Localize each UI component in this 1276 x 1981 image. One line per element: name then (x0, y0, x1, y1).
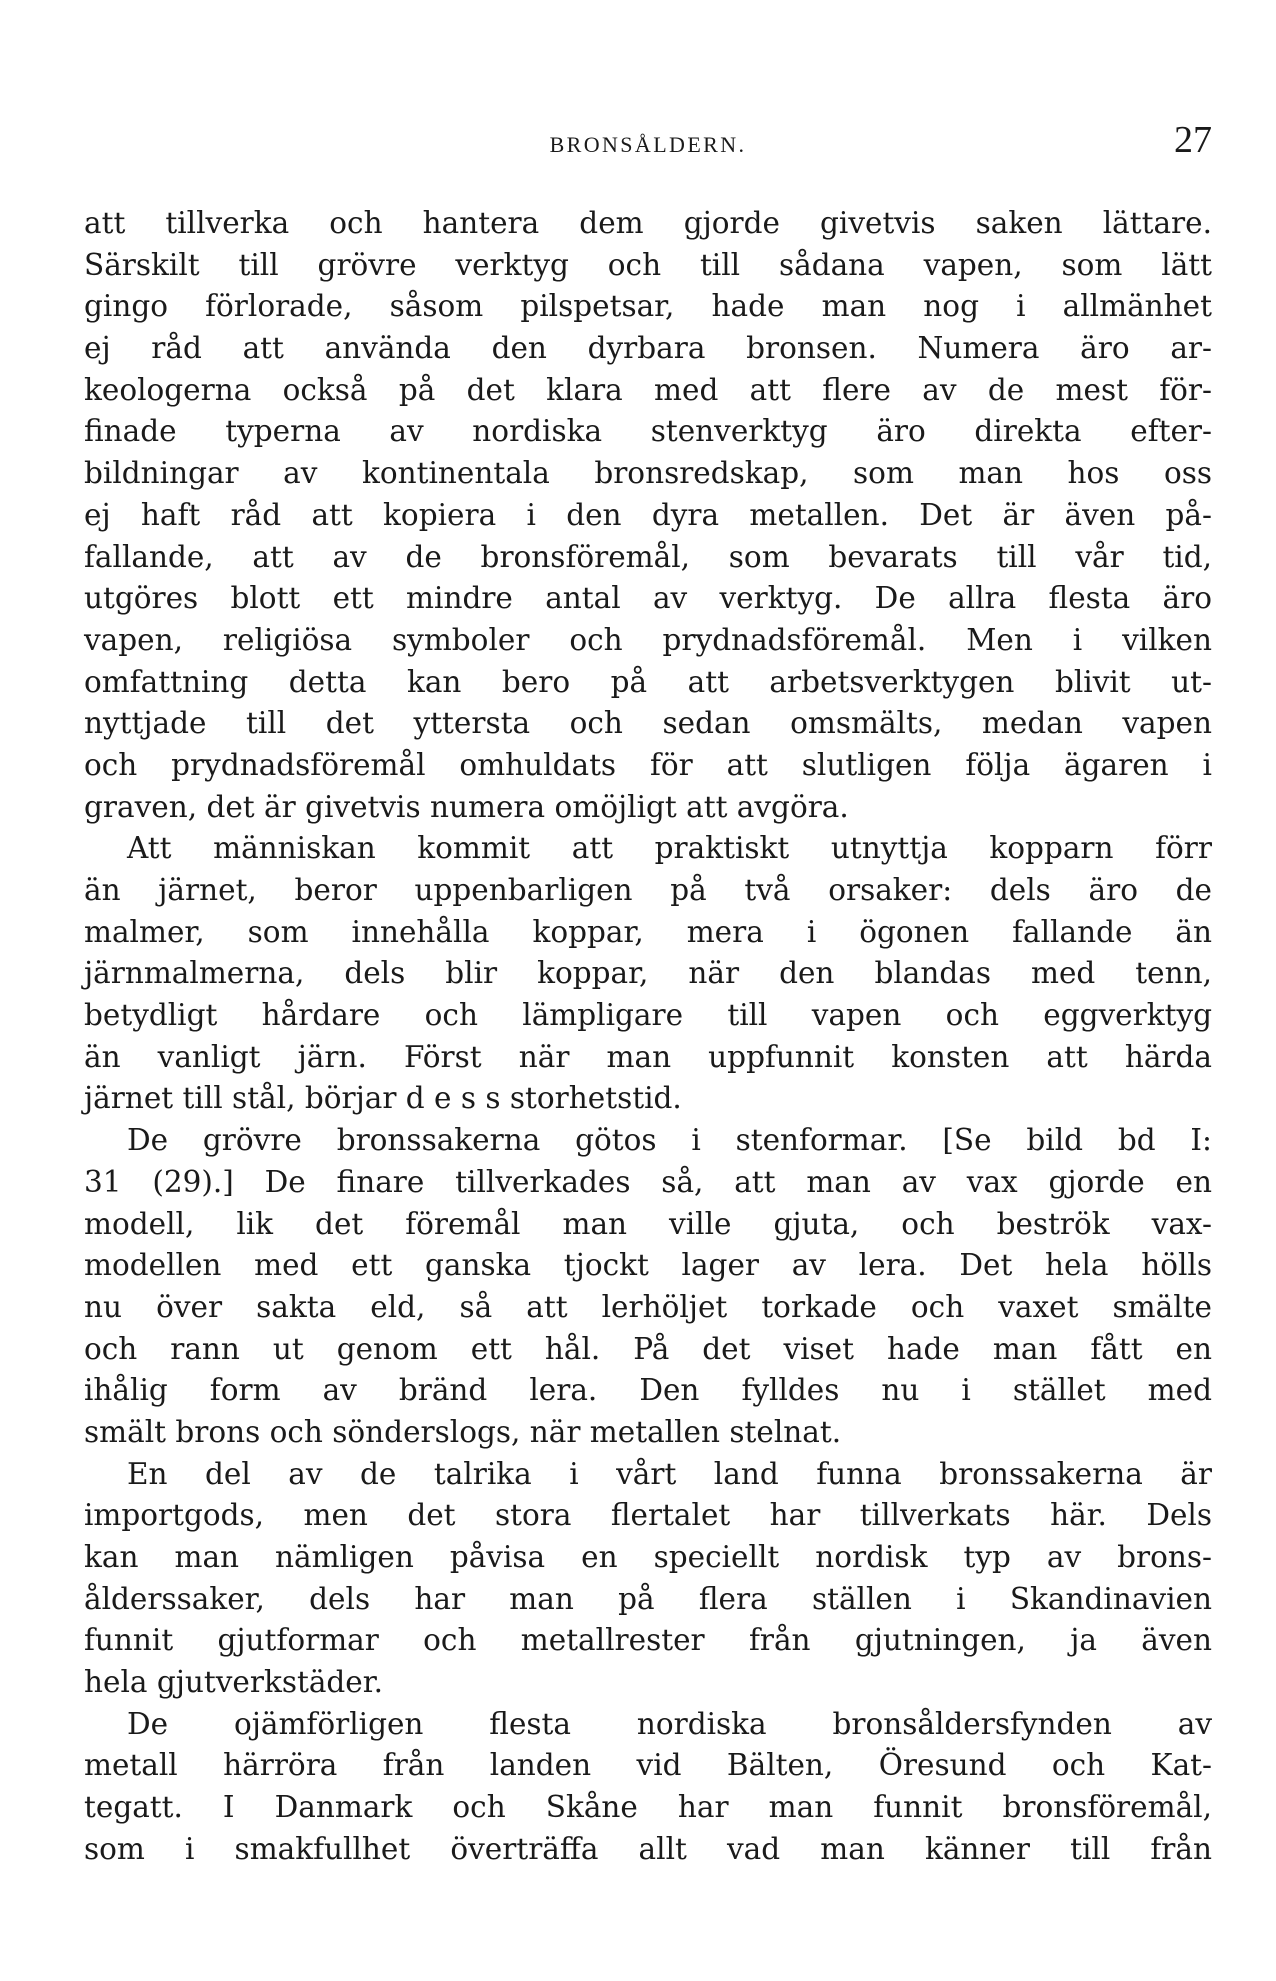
text-line: fallande, att av de bronsföremål, som bevarats till vår tid, (84, 539, 1212, 574)
text-line: gingo förlorade, såsom pilspetsar, hade man nog i allmänhet (84, 289, 1212, 324)
text-line: att tillverka och hantera dem gjorde givetvis saken lättare. (84, 206, 1212, 240)
text-line: nyttjade till det yttersta och sedan omsmälts, medan vapen (84, 706, 1212, 741)
text-line: nu över sakta eld, så att lerhöljet torkade och vaxet smälte (84, 1289, 1212, 1324)
text-line: och rann ut genom ett hål. På det viset hade man fått en (84, 1331, 1212, 1366)
text-line: De ojämförligen flesta nordiska bronsåldersfynden av (127, 1706, 1212, 1741)
text-line: 31 (29).] De finare tillverkades så, att man av vax gjorde en (84, 1164, 1212, 1199)
text-line: metall härröra från landen vid Bälten, Öresund och Kat- (84, 1748, 1212, 1783)
text-line: graven, det är givetvis numera omöjligt att avgöra. (84, 789, 849, 824)
text-line: utgöres blott ett mindre antal av verktyg. De allra flesta äro (84, 581, 1212, 616)
text-line: En del av de talrika i vårt land funna bronssakerna är (127, 1456, 1212, 1491)
text-line: keologerna också på det klara med att flere av de mest för- (84, 372, 1212, 407)
text-line: hela gjutverkstäder. (84, 1665, 384, 1700)
text-line: modellen med ett ganska tjockt lager av lera. Det hela hölls (84, 1248, 1212, 1283)
text-line: Särskilt till grövre verktyg och till sådana vapen, som lätt (84, 247, 1212, 282)
text-line: än järnet, beror uppenbarligen på två orsaker: dels äro de (84, 873, 1212, 907)
text-line: än vanligt järn. Först när man uppfunnit konsten att härda (84, 1039, 1212, 1074)
text-line: järnmalmerna, dels blir koppar, när den blandas med tenn, (84, 956, 1212, 991)
text-line: smält brons och sönderslogs, när metallen stelnat. (84, 1414, 842, 1449)
text-line: funnit gjutformar och metallrester från gjutningen, ja även (84, 1623, 1212, 1658)
page-number: 27 (1174, 119, 1212, 161)
page-header (84, 118, 1212, 178)
text-line: finade typerna av nordiska stenverktyg äro direkta efter- (84, 414, 1212, 449)
text-line: ihålig form av bränd lera. Den fylldes nu i stället med (84, 1373, 1212, 1408)
running-title: BRONSÅLDERN. (549, 132, 747, 157)
text-line: malmer, som innehålla koppar, mera i ögonen fallande än (84, 914, 1212, 949)
text-line: vapen, religiösa symboler och prydnadsföremål. Men i vilken (84, 622, 1212, 657)
text-line: modell, lik det föremål man ville gjuta, och beströk vax- (84, 1206, 1212, 1241)
body-text (84, 203, 1212, 1871)
text-line: importgods, men det stora flertalet har tillverkats här. Dels (84, 1498, 1212, 1533)
text-line: ej råd att använda den dyrbara bronsen. Numera äro ar- (84, 331, 1212, 366)
text-line: De grövre bronssakerna götos i stenformar. [Se bild bd I: (127, 1123, 1212, 1158)
text-line: och prydnadsföremål omhuldats för att slutligen följa ägaren i (84, 747, 1212, 782)
text-line: ålderssaker, dels har man på flera ställen i Skandinavien (84, 1581, 1212, 1616)
text-line: betydligt hårdare och lämpligare till vapen och eggverktyg (84, 998, 1212, 1033)
text-line: kan man nämligen påvisa en speciellt nordisk typ av brons- (84, 1540, 1212, 1574)
text-line: som i smakfullhet överträffa allt vad man känner till från (84, 1831, 1212, 1866)
text-line: bildningar av kontinentala bronsredskap, som man hos oss (84, 456, 1212, 491)
text-line: tegatt. I Danmark och Skåne har man funnit bronsföremål, (84, 1790, 1212, 1825)
text-line: omfattning detta kan bero på att arbetsverktygen blivit ut- (84, 664, 1212, 699)
text-line: järnet till stål, börjar d e s s storhetstid. (84, 1081, 682, 1116)
text-line: ej haft råd att kopiera i den dyra metallen. Det är även på- (84, 497, 1212, 532)
text-line: Att människan kommit att praktiskt utnyttja kopparn förr (127, 831, 1212, 866)
